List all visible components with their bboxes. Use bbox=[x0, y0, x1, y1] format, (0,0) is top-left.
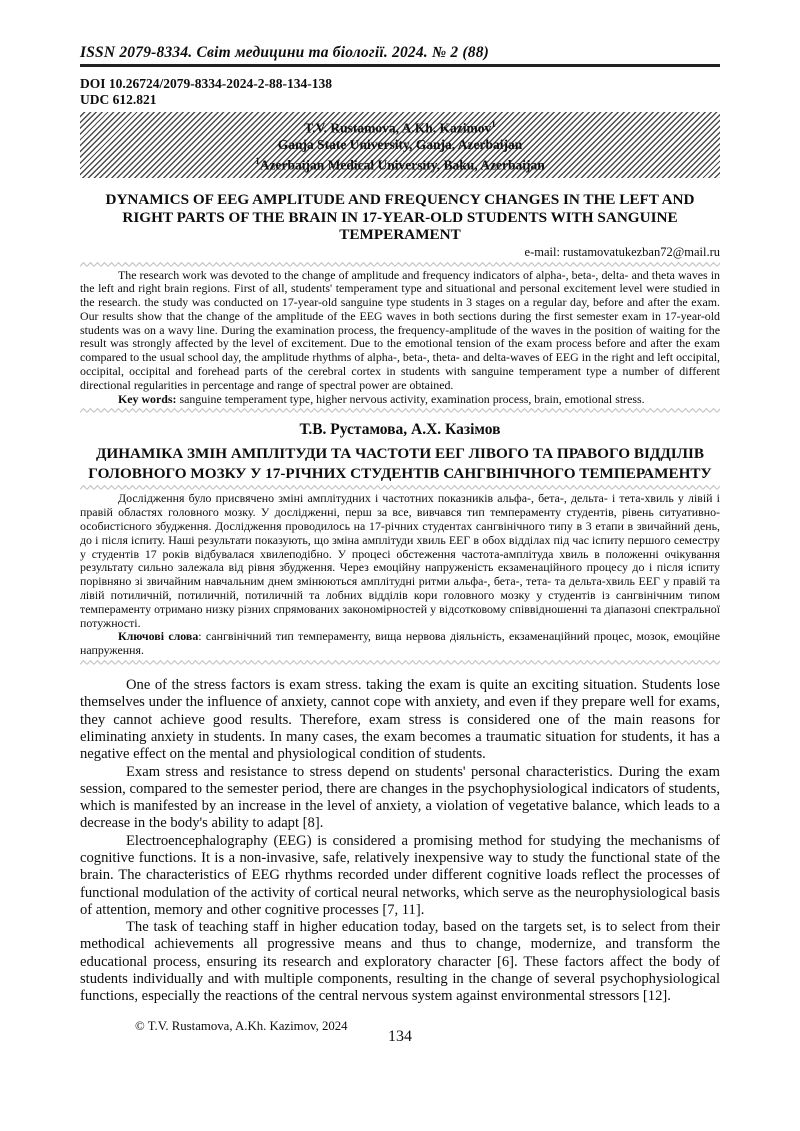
affiliation-line-2: $^1$Azerbaijan Medical University, Baku, Azerbaijan bbox=[255, 155, 545, 172]
authors-affiliation-block bbox=[80, 112, 720, 178]
zigzag-divider bbox=[80, 485, 720, 490]
udc-line: UDC 612.821 bbox=[80, 92, 157, 107]
abstract-en bbox=[80, 269, 720, 407]
zigzag-divider bbox=[80, 660, 720, 665]
author-email: e-mail: rustamovatukezban72@mail.ru bbox=[524, 244, 720, 259]
article-identifiers bbox=[80, 76, 720, 108]
keywords-en: Key words: sanguine temperament type, higher nervous activity, examination process, brain, emotional stress. bbox=[118, 391, 645, 406]
abstract-uk-text: Дослідження було присвячено зміні амплітудних і частотних показників альфа-, бета-, дельта- і тета-хвиль у лівій і правій областях головного мозку. У дослідженні, перш за все, вивчався тип темпераменту студентів, рівень ситуативно-особистісного збудження. Дослідження проводилось на 17-річних студентах сангвінічного типу в 3 етапи в звичайний день, до і після іспиту. Наші результати показують, що зміна амплітуди хвиль ЕЕГ в обох відділах під час іспиту першого семестру у студентів 17 років відбувалася хвилеподібно. У процесі обстеження частота-амплітуда хвиль в положенні очікування результату сильно залежала від рівня збудження. Через емоційну напруженість екзаменаційного процесу до і після іспиту порівняно зі звичайним навчальним днем змінюються амплітудні ритми альфа-, бета-, тета- та дельта-хвиль ЕЕГ у правій та лівій потиличній, потиличній, потиличній та лобних відділів кори головного мозку у студентів із сангвінічним типом темпераменту отримано низку різних спрямованих закономірностей у відсотковому співвідношенні та діапазоні спектральної потужності. bbox=[80, 491, 720, 630]
body-paragraph: One of the stress factors is exam stress. taking the exam is quite an exciting situation. Students lose themselves under the influence of anxiety, cannot cope with anxiety, and even if they prepare well for exams, they cannot achieve good results. Therefore, exam stress is considered one of the main reasons for eliminating anxiety in students. In many cases, the exam becomes a traumatic situation for students, it has a negative effect on the mental and physiological condition of students. bbox=[80, 677, 720, 763]
authors-line: T.V. Rustamova, A.Kh. Kazimov$^1$ bbox=[304, 119, 496, 136]
article-title-uk: ДИНАМІКА ЗМІН АМПЛІТУДИ ТА ЧАСТОТИ ЕЕГ ЛІВОГО ТА ПРАВОГО ВІДДІЛІВ ГОЛОВНОГО МОЗКУ У 17-РІЧНИХ СТУДЕНТІВ САНГВІНІЧНОГО ТЕМПЕРАМЕНТУ bbox=[88, 445, 712, 482]
abstract-uk bbox=[80, 492, 720, 658]
copyright-line: © T.V. Rustamova, A.Kh. Kazimov, 2024 bbox=[135, 1018, 348, 1033]
affiliation-line-1: Ganja State University, Ganja, Azerbaijan bbox=[277, 136, 523, 152]
keywords-uk-label: Ключові слова bbox=[118, 629, 199, 644]
body-paragraph: Exam stress and resistance to stress depend on students' personal characteristics. During the exam session, compared to the semester period, there are changes in the psychophysiological indicators of students, which is manifested by an increase in the level of anxiety, a violation of vegetative balance, which leads to a decrease in the body's ability to adapt [8]. bbox=[80, 763, 720, 832]
abstract-en-text: The research work was devoted to the change of amplitude and frequency indicators of alpha-, beta-, delta- and theta waves in the left and right brain regions. First of all, students' temperament type and situational and personal excitement level were studied in the research. the study was conducted on 17-year-old sanguine type students in 3 stages on a regular day, before and after the exam. Our results show that the change of the amplitude of the EEG waves in both sections during the first semester exam in 17-year-old students was on a wavy line. During the examination process, the frequency-amplitude of the waves in the position of waiting for the result was strongly affected by the level of excitement. Due to the emotional tension of the exam process before and after the exam compared to the usual school day, the amplitude rhythms of alpha-, beta-, theta- and delta-waves of EEG in the right and left occipital, occipital, occipital and forehead parts of the cerebral cortex in students with sanguine temperament type a number of different directional regularities in percentage and range of spectral power are obtained. bbox=[80, 267, 720, 392]
page-number: 134 bbox=[388, 1027, 412, 1045]
zigzag-divider bbox=[80, 262, 720, 267]
authors-uk: Т.В. Рустамова, А.Х. Казімов bbox=[299, 421, 501, 439]
journal-running-head: ISSN 2079-8334. Світ медицини та біології. 2024. № 2 (88) bbox=[80, 44, 720, 67]
zigzag-divider bbox=[80, 408, 720, 413]
body-paragraph: Electroencephalography (EEG) is considered a promising method for studying the mechanisms of cognitive functions. It is a non-invasive, safe, relatively inexpensive way to study the functional state of the brain. The characteristics of EEG rhythms recorded under different cognitive loads reflect the processes of functional modulation of the activity of cortical neural networks, which serve as the neurophysiological basis of attention, memory and other cognitive processes [7, 11]. bbox=[80, 832, 720, 918]
doi-line: DOI 10.26724/2079-8334-2024-2-88-134-138 bbox=[80, 76, 332, 91]
keywords-en-label: Key words: bbox=[118, 391, 177, 406]
body-paragraph: The task of teaching staff in higher education today, based on the targets set, is to select from their methodical achievements all progressive means and thus to change, modernize, and transform the educational process, ensuring its research and exploratory character [6]. These factors affect the body of students individually and with multiple components, resulting in the change of several psychophysiological functions, especially the reactions of the central nervous system against environmental stressors [12]. bbox=[80, 919, 720, 1005]
article-body bbox=[80, 677, 720, 1006]
keywords-uk: Ключові слова: сангвінічний тип темпераменту, вища нервова діяльність, екзаменаційний процес, мозок, емоційне напруження. bbox=[80, 629, 720, 658]
affiliation-superscript: 1 bbox=[255, 155, 260, 166]
article-title-en: DYNAMICS OF EEG AMPLITUDE AND FREQUENCY CHANGES IN THE LEFT AND RIGHT PARTS OF THE BRAIN IN 17-YEAR-OLD STUDENTS WITH SANGUINE TEMPERAMENT bbox=[105, 191, 695, 243]
author-affiliation-superscript: 1 bbox=[491, 119, 496, 129]
page-footer bbox=[80, 1019, 720, 1065]
